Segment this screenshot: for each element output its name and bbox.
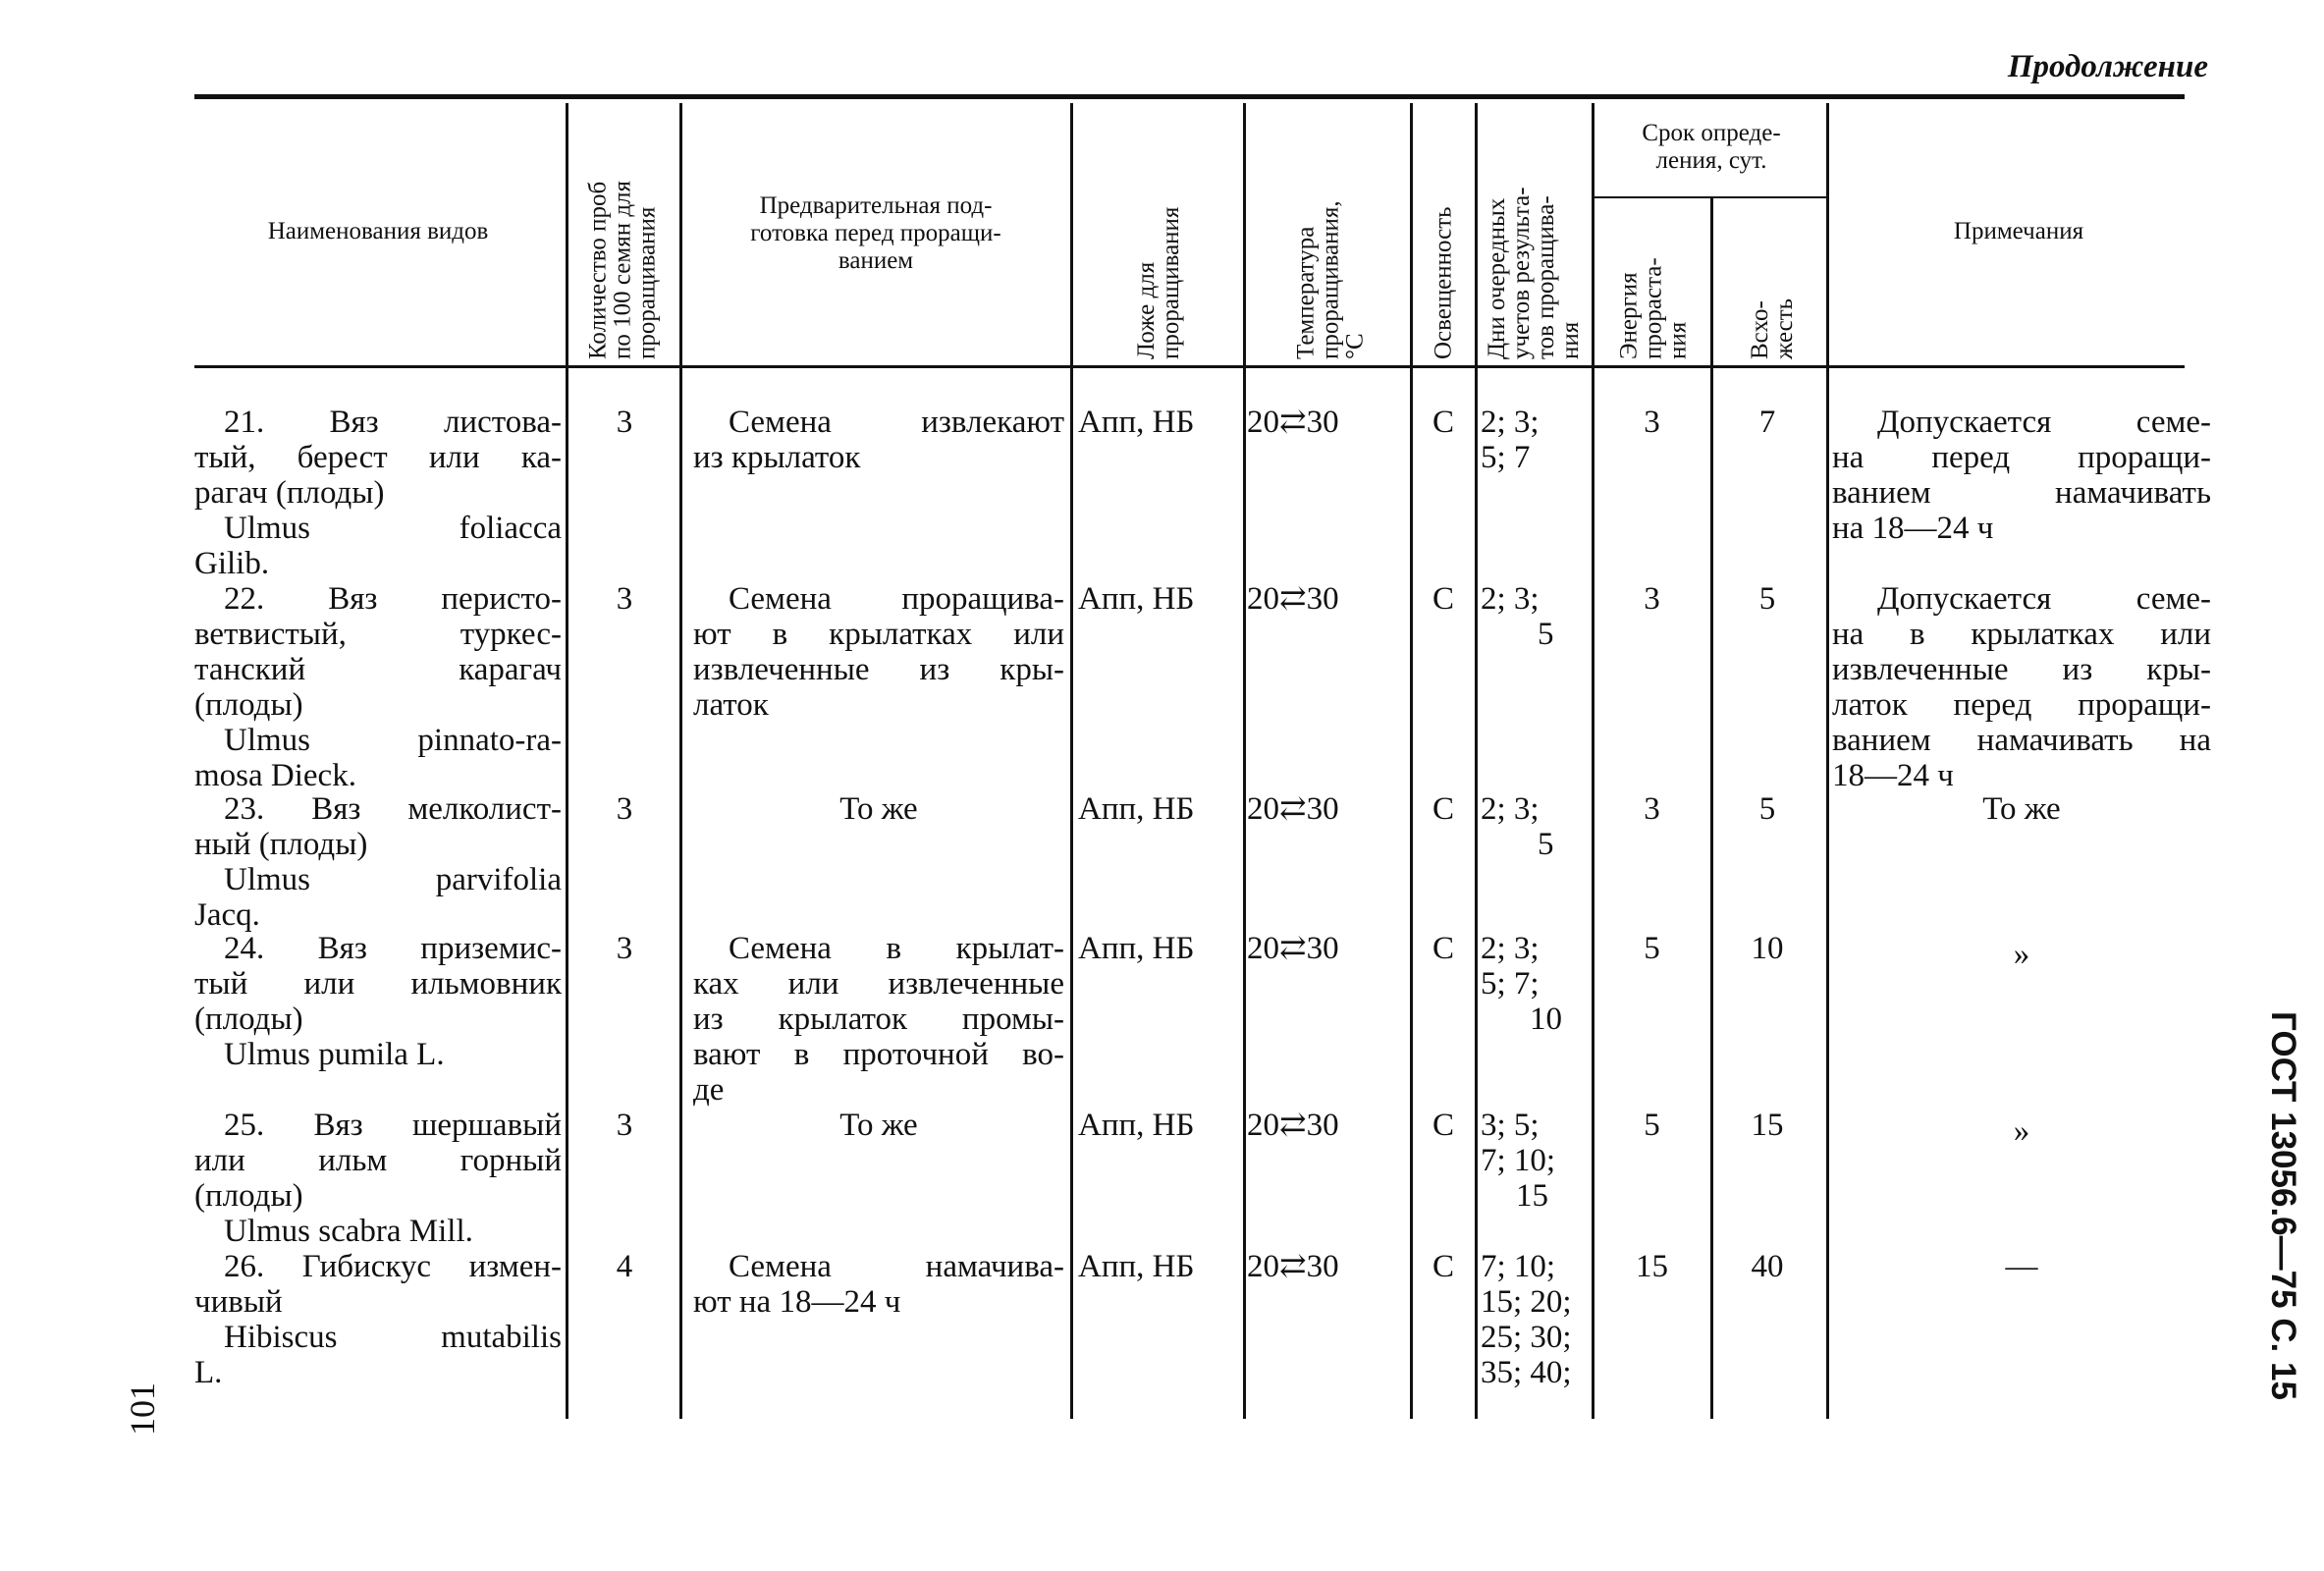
note: Допускается семе- на в крылатках или извлеченные из кры- латок перед проращи- ванием намачивать на 18—24 ч [1832, 581, 2211, 793]
note: — [2005, 1249, 2038, 1284]
germination-energy: 5 [1644, 931, 1660, 966]
germination-bed: Апп, НБ [1078, 581, 1195, 617]
column-divider [1826, 103, 1829, 1419]
header-notes: Примечания [1953, 218, 2084, 244]
species-name: 25. Вяз шершавый или ильм горный (плоды) Ulmus scabra Mill. [194, 1108, 562, 1249]
temperature: 20⇄30 [1247, 791, 1339, 827]
germination-bed: Апп, НБ [1078, 405, 1195, 440]
species-name: 23. Вяз мелколист- ный (плоды) Ulmus parvifolia Jacq. [194, 791, 562, 933]
preparation: Семена намачива- ют на 18—24 ч [693, 1249, 1064, 1320]
germination-rate: 15 [1751, 1108, 1784, 1143]
sample-count: 3 [616, 405, 633, 440]
sample-count: 3 [616, 791, 633, 827]
table-top-rule [194, 94, 2185, 99]
lighting: С [1432, 1249, 1454, 1284]
header-days: Дни очередных учетов результа- тов проращива- ния [1484, 187, 1584, 359]
germination-energy: 3 [1644, 581, 1660, 617]
germination-rate: 7 [1758, 405, 1776, 440]
preparation: То же [839, 1108, 918, 1143]
header-bed: Ложе для проращивания [1133, 206, 1184, 359]
header-samples: Количество проб по 100 семян для проращивания [584, 180, 661, 359]
species-name: 21. Вяз листова- тый, берест или ка- рагач (плоды) Ulmus foliacca Gilib. [194, 405, 562, 581]
germination-rate: 5 [1758, 791, 1776, 827]
column-divider [1410, 103, 1413, 1419]
preparation: Семена в крылат- ках или извлеченные из крылаток промы- вают в проточной во- де [693, 931, 1064, 1108]
germination-energy: 15 [1636, 1249, 1668, 1284]
species-name: 24. Вяз приземис- тый или ильмовник (плоды) Ulmus pumila L. [194, 931, 562, 1072]
header-temp: Температура проращивания, °C [1292, 200, 1369, 359]
species-name: 22. Вяз перисто- ветвистый, туркес- танский карагач (плоды) Ulmus pinnato-ra- mosa Dieck. [194, 581, 562, 793]
table-header-rule [194, 365, 2185, 368]
sample-count: 3 [616, 931, 633, 966]
header-term: Срок опреде- ления, сут. [1642, 120, 1781, 174]
germination-rate: 5 [1758, 581, 1776, 617]
count-days: 2; 3; 5 [1481, 581, 1554, 652]
column-divider [1475, 103, 1478, 1419]
header-energy: Энергия прораста- ния [1615, 257, 1692, 359]
preparation: Семена извлекают из крылаток [693, 405, 1064, 475]
germination-energy: 3 [1644, 405, 1660, 440]
lighting: С [1432, 791, 1454, 827]
temperature: 20⇄30 [1247, 1249, 1339, 1284]
germination-bed: Апп, НБ [1078, 1108, 1195, 1143]
column-divider [566, 103, 568, 1419]
column-divider [1592, 103, 1594, 1419]
temperature: 20⇄30 [1247, 931, 1339, 966]
note: » [2013, 937, 2030, 972]
species-name: 26. Гибискус измен- чивый Hibiscus mutabilis L. [194, 1249, 562, 1390]
germination-bed: Апп, НБ [1078, 791, 1195, 827]
header-germination: Всхо- жесть [1747, 298, 1798, 359]
header-name: Наименования видов [267, 218, 489, 244]
temperature: 20⇄30 [1247, 405, 1339, 440]
count-days: 7; 10; 15; 20; 25; 30; 35; 40; [1481, 1249, 1572, 1390]
temperature: 20⇄30 [1247, 581, 1339, 617]
count-days: 2; 3; 5; 7; 10 [1481, 931, 1562, 1037]
lighting: С [1432, 1108, 1454, 1143]
column-divider [1070, 103, 1073, 1419]
sample-count: 3 [616, 1108, 633, 1143]
lighting: С [1432, 931, 1454, 966]
note: Допускается семе- на перед проращи- ванием намачивать на 18—24 ч [1832, 405, 2211, 546]
preparation: То же [839, 791, 918, 827]
temperature: 20⇄30 [1247, 1108, 1339, 1143]
column-divider [679, 103, 682, 1419]
term-subheader-rule [1594, 196, 1826, 198]
header-light: Освещенность [1430, 206, 1457, 359]
germination-bed: Апп, НБ [1078, 931, 1195, 966]
continuation-label: Продолжение [2007, 49, 2208, 84]
germination-rate: 40 [1751, 1249, 1784, 1284]
count-days: 2; 3; 5; 7 [1481, 405, 1540, 475]
header-prep: Предварительная под- готовка перед прорaщи- ванием [750, 192, 1001, 274]
germination-energy: 5 [1644, 1108, 1660, 1143]
germination-bed: Апп, НБ [1078, 1249, 1195, 1284]
sample-count: 4 [616, 1249, 633, 1284]
note: То же [1982, 791, 2061, 827]
germination-energy: 3 [1644, 791, 1660, 827]
count-days: 3; 5; 7; 10; 15 [1481, 1108, 1556, 1214]
page-number: 101 [123, 1382, 162, 1436]
count-days: 2; 3; 5 [1481, 791, 1554, 862]
germination-rate: 10 [1751, 931, 1784, 966]
standard-reference: ГОСТ 13056.6—75 С. 15 [2264, 1011, 2302, 1400]
column-divider [1243, 103, 1246, 1419]
lighting: С [1432, 581, 1454, 617]
preparation: Семена проращива- ют в крылатках или извлеченные из кры- латок [693, 581, 1064, 723]
sample-count: 3 [616, 581, 633, 617]
lighting: С [1432, 405, 1454, 440]
note: » [2013, 1113, 2030, 1149]
